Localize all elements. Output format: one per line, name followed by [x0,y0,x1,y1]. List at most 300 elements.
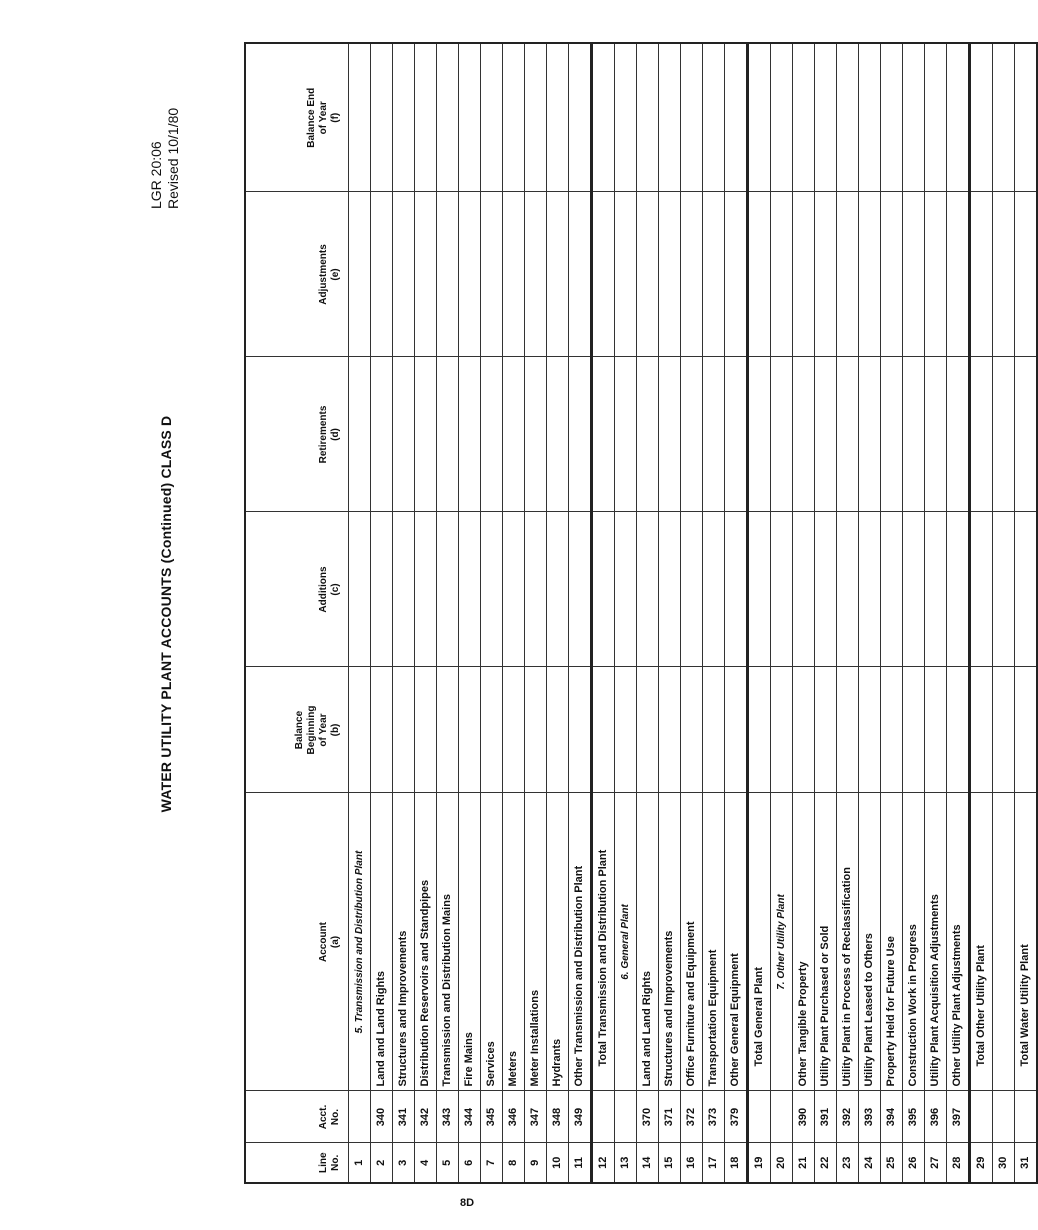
table-row [793,43,815,1183]
page-number: 8D [460,1197,475,1209]
table-row [970,43,993,1183]
retirements-cell[interactable] [371,357,393,512]
balance-begin-cell[interactable] [815,667,837,793]
table-row [415,43,437,1183]
retirements-cell[interactable] [459,357,481,512]
retirements-cell[interactable] [569,357,592,512]
line-number-cell: 12 [592,1143,615,1183]
line-number-cell: 17 [703,1143,725,1183]
account-name-cell: Total Other Utility Plant [970,793,993,1091]
adjustments-cell[interactable] [859,192,881,357]
adjustments-cell[interactable] [993,192,1015,357]
table-row [503,43,525,1183]
retirements-cell[interactable] [503,357,525,512]
table-row [771,43,793,1183]
table-row [1015,43,1038,1183]
account-name-cell: Structures and Improvements [393,793,415,1091]
plant-accounts-table [244,42,1038,1184]
balance-begin-cell[interactable] [615,667,637,793]
adjustments-cell[interactable] [947,192,970,357]
balance-begin-cell[interactable] [703,667,725,793]
adjustments-cell[interactable] [569,192,592,357]
adjustments-cell[interactable] [615,192,637,357]
acct-number-cell: 347 [525,1091,547,1143]
adjustments-cell[interactable] [837,192,859,357]
balance-begin-cell[interactable] [592,667,615,793]
additions-cell[interactable] [459,512,481,667]
balance-begin-cell[interactable] [349,667,371,793]
balance-end-cell[interactable] [415,43,437,192]
balance-end-cell[interactable] [771,43,793,192]
col-header-balance-end [245,43,349,192]
balance-end-cell[interactable] [837,43,859,192]
balance-begin-cell[interactable] [993,667,1015,793]
balance-begin-cell[interactable] [393,667,415,793]
line-number-cell: 8 [503,1143,525,1183]
additions-cell[interactable] [903,512,925,667]
acct-number-cell: 393 [859,1091,881,1143]
balance-end-cell[interactable] [881,43,903,192]
table-row [837,43,859,1183]
revised-date: Revised 10/1/80 [165,107,181,209]
balance-end-cell[interactable] [503,43,525,192]
adjustments-cell[interactable] [592,192,615,357]
balance-begin-cell[interactable] [659,667,681,793]
acct-number-cell: 395 [903,1091,925,1143]
header-row [245,43,349,1183]
adjustments-cell[interactable] [459,192,481,357]
retirements-cell[interactable] [881,357,903,512]
line-number-cell: 20 [771,1143,793,1183]
table-body [349,43,1038,1183]
line-number-cell: 21 [793,1143,815,1183]
line-number-cell: 5 [437,1143,459,1183]
line-number-cell: 1 [349,1143,371,1183]
balance-end-cell[interactable] [1015,43,1038,192]
col-header-text: No. [330,1154,341,1171]
line-number-cell: 6 [459,1143,481,1183]
retirements-cell[interactable] [415,357,437,512]
account-name-cell: Utility Plant in Process of Reclassification [837,793,859,1091]
line-number-cell: 23 [837,1143,859,1183]
balance-end-cell[interactable] [993,43,1015,192]
acct-number-cell: 344 [459,1091,481,1143]
table-row [993,43,1015,1183]
col-header-balance-begin [245,667,349,793]
additions-cell[interactable] [592,512,615,667]
acct-number-cell [592,1091,615,1143]
col-header-text: No. [330,1108,341,1126]
balance-end-cell[interactable] [459,43,481,192]
account-name-cell: 7. Other Utility Plant [771,793,793,1091]
retirements-cell[interactable] [437,357,459,512]
balance-begin-cell[interactable] [637,667,659,793]
acct-number-cell [970,1091,993,1143]
retirements-cell[interactable] [970,357,993,512]
balance-end-cell[interactable] [859,43,881,192]
additions-cell[interactable] [681,512,703,667]
retirements-cell[interactable] [925,357,947,512]
col-header-text: of Year [318,713,329,747]
adjustments-cell[interactable] [547,192,569,357]
col-header-text: Line [318,1152,329,1174]
adjustments-cell[interactable] [925,192,947,357]
balance-begin-cell[interactable] [725,667,748,793]
additions-cell[interactable] [525,512,547,667]
table-row [525,43,547,1183]
col-header-text: (c) [330,583,341,596]
rotated-form [140,44,1031,1184]
balance-begin-cell[interactable] [525,667,547,793]
col-header-text: Retirements [318,405,329,464]
adjustments-cell[interactable] [437,192,459,357]
line-number-cell: 13 [615,1143,637,1183]
acct-number-cell: 373 [703,1091,725,1143]
retirements-cell[interactable] [903,357,925,512]
adjustments-cell[interactable] [525,192,547,357]
adjustments-cell[interactable] [393,192,415,357]
table-row [547,43,569,1183]
acct-number-cell: 394 [881,1091,903,1143]
account-name-cell [993,793,1015,1091]
table-row [703,43,725,1183]
adjustments-cell[interactable] [349,192,371,357]
line-number-cell: 4 [415,1143,437,1183]
acct-number-cell: 370 [637,1091,659,1143]
account-name-cell: Meter Installations [525,793,547,1091]
col-header-text: (a) [330,935,341,949]
account-name-cell: 5. Transmission and Distribution Plant [349,793,371,1091]
form-page [140,44,1031,1184]
balance-begin-cell[interactable] [837,667,859,793]
acct-number-cell: 348 [547,1091,569,1143]
balance-end-cell[interactable] [725,43,748,192]
adjustments-cell[interactable] [903,192,925,357]
balance-begin-cell[interactable] [925,667,947,793]
line-number-cell: 11 [569,1143,592,1183]
line-number-cell: 18 [725,1143,748,1183]
additions-cell[interactable] [615,512,637,667]
account-name-cell: Structures and Improvements [659,793,681,1091]
acct-number-cell: 371 [659,1091,681,1143]
account-name-cell: Services [481,793,503,1091]
balance-end-cell[interactable] [592,43,615,192]
balance-end-cell[interactable] [681,43,703,192]
adjustments-cell[interactable] [659,192,681,357]
balance-end-cell[interactable] [703,43,725,192]
table-row [393,43,415,1183]
line-number-cell: 3 [393,1143,415,1183]
col-header-text: Balance End [306,87,317,148]
acct-number-cell: 392 [837,1091,859,1143]
account-name-cell: Utility Plant Leased to Others [859,793,881,1091]
account-name-cell: Other Tangible Property [793,793,815,1091]
acct-number-cell: 397 [947,1091,970,1143]
balance-begin-cell[interactable] [547,667,569,793]
adjustments-cell[interactable] [748,192,771,357]
balance-begin-cell[interactable] [748,667,771,793]
retirements-cell[interactable] [725,357,748,512]
acct-number-cell [748,1091,771,1143]
acct-number-cell: 379 [725,1091,748,1143]
balance-end-cell[interactable] [659,43,681,192]
account-name-cell: Fire Mains [459,793,481,1091]
table-row [481,43,503,1183]
additions-cell[interactable] [881,512,903,667]
additions-cell[interactable] [793,512,815,667]
line-number-cell: 14 [637,1143,659,1183]
account-name-cell: Construction Work in Progress [903,793,925,1091]
retirements-cell[interactable] [703,357,725,512]
adjustments-cell[interactable] [815,192,837,357]
adjustments-cell[interactable] [970,192,993,357]
additions-cell[interactable] [815,512,837,667]
additions-cell[interactable] [481,512,503,667]
adjustments-cell[interactable] [371,192,393,357]
adjustments-cell[interactable] [681,192,703,357]
retirements-cell[interactable] [615,357,637,512]
line-number-cell: 15 [659,1143,681,1183]
adjustments-cell[interactable] [725,192,748,357]
additions-cell[interactable] [703,512,725,667]
account-name-cell: Land and Land Rights [637,793,659,1091]
additions-cell[interactable] [437,512,459,667]
table-row [681,43,703,1183]
additions-cell[interactable] [993,512,1015,667]
balance-end-cell[interactable] [371,43,393,192]
table-row [615,43,637,1183]
col-header-text: Additions [318,566,329,613]
balance-begin-cell[interactable] [881,667,903,793]
balance-begin-cell[interactable] [371,667,393,793]
balance-begin-cell[interactable] [415,667,437,793]
account-name-cell: Transportation Equipment [703,793,725,1091]
col-header-additions [245,512,349,667]
acct-number-cell: 340 [371,1091,393,1143]
retirements-cell[interactable] [547,357,569,512]
acct-number-cell: 343 [437,1091,459,1143]
account-name-cell: Meters [503,793,525,1091]
col-header-text: Acct. [318,1104,329,1130]
acct-number-cell: 346 [503,1091,525,1143]
acct-number-cell [349,1091,371,1143]
table-row [569,43,592,1183]
balance-begin-cell[interactable] [970,667,993,793]
balance-end-cell[interactable] [970,43,993,192]
account-name-cell: Transmission and Distribution Mains [437,793,459,1091]
balance-end-cell[interactable] [437,43,459,192]
additions-cell[interactable] [659,512,681,667]
additions-cell[interactable] [547,512,569,667]
additions-cell[interactable] [970,512,993,667]
additions-cell[interactable] [393,512,415,667]
retirements-cell[interactable] [793,357,815,512]
balance-end-cell[interactable] [947,43,970,192]
balance-begin-cell[interactable] [1015,667,1038,793]
retirements-cell[interactable] [947,357,970,512]
account-name-cell: Utility Plant Purchased or Sold [815,793,837,1091]
retirements-cell[interactable] [525,357,547,512]
line-number-cell: 7 [481,1143,503,1183]
acct-number-cell [771,1091,793,1143]
account-name-cell: Other General Equipment [725,793,748,1091]
balance-end-cell[interactable] [815,43,837,192]
line-number-cell: 27 [925,1143,947,1183]
additions-cell[interactable] [925,512,947,667]
additions-cell[interactable] [349,512,371,667]
col-header-account [245,793,349,1091]
balance-end-cell[interactable] [481,43,503,192]
balance-end-cell[interactable] [547,43,569,192]
adjustments-cell[interactable] [415,192,437,357]
balance-end-cell[interactable] [615,43,637,192]
adjustments-cell[interactable] [771,192,793,357]
table-row [437,43,459,1183]
acct-number-cell: 341 [393,1091,415,1143]
balance-end-cell[interactable] [393,43,415,192]
adjustments-cell[interactable] [793,192,815,357]
col-header-text: Beginning [306,705,317,755]
col-header-text: Account [318,922,329,962]
line-number-cell: 24 [859,1143,881,1183]
retirements-cell[interactable] [771,357,793,512]
page-title: WATER UTILITY PLANT ACCOUNTS (Continued) CLASS D [158,415,174,813]
table-row [637,43,659,1183]
account-name-cell: Hydrants [547,793,569,1091]
table-row [815,43,837,1183]
balance-end-cell[interactable] [903,43,925,192]
acct-number-cell: 390 [793,1091,815,1143]
line-number-cell: 28 [947,1143,970,1183]
acct-number-cell [993,1091,1015,1143]
balance-begin-cell[interactable] [903,667,925,793]
balance-end-cell[interactable] [748,43,771,192]
line-number-cell: 2 [371,1143,393,1183]
account-name-cell: Office Furniture and Equipment [681,793,703,1091]
retirements-cell[interactable] [481,357,503,512]
balance-begin-cell[interactable] [793,667,815,793]
col-header-acct [245,1091,349,1143]
table-row [748,43,771,1183]
adjustments-cell[interactable] [881,192,903,357]
retirements-cell[interactable] [681,357,703,512]
balance-begin-cell[interactable] [859,667,881,793]
account-name-cell: Distribution Reservoirs and Standpipes [415,793,437,1091]
balance-begin-cell[interactable] [481,667,503,793]
acct-number-cell [1015,1091,1038,1143]
balance-end-cell[interactable] [349,43,371,192]
table-row [925,43,947,1183]
acct-number-cell: 391 [815,1091,837,1143]
retirements-cell[interactable] [637,357,659,512]
line-number-cell: 25 [881,1143,903,1183]
adjustments-cell[interactable] [637,192,659,357]
col-header-text: Balance [294,710,305,750]
acct-number-cell: 396 [925,1091,947,1143]
balance-begin-cell[interactable] [437,667,459,793]
col-header-text: of Year [318,101,329,135]
additions-cell[interactable] [748,512,771,667]
balance-end-cell[interactable] [525,43,547,192]
retirements-cell[interactable] [349,357,371,512]
account-name-cell: Property Held for Future Use [881,793,903,1091]
balance-end-cell[interactable] [925,43,947,192]
additions-cell[interactable] [725,512,748,667]
additions-cell[interactable] [771,512,793,667]
additions-cell[interactable] [1015,512,1038,667]
balance-begin-cell[interactable] [771,667,793,793]
retirements-cell[interactable] [659,357,681,512]
table-row [903,43,925,1183]
table-row [659,43,681,1183]
table-row [349,43,371,1183]
line-number-cell: 19 [748,1143,771,1183]
table-row [881,43,903,1183]
balance-begin-cell[interactable] [947,667,970,793]
additions-cell[interactable] [415,512,437,667]
additions-cell[interactable] [569,512,592,667]
retirements-cell[interactable] [837,357,859,512]
col-header-text: (f) [330,112,341,123]
balance-begin-cell[interactable] [503,667,525,793]
retirements-cell[interactable] [592,357,615,512]
line-number-cell: 16 [681,1143,703,1183]
retirements-cell[interactable] [815,357,837,512]
table-row [592,43,615,1183]
line-number-cell: 10 [547,1143,569,1183]
additions-cell[interactable] [503,512,525,667]
adjustments-cell[interactable] [481,192,503,357]
table-row [459,43,481,1183]
table-row [947,43,970,1183]
adjustments-cell[interactable] [703,192,725,357]
account-name-cell: Total Water Utility Plant [1015,793,1038,1091]
retirements-cell[interactable] [748,357,771,512]
acct-number-cell [615,1091,637,1143]
account-name-cell: 6. General Plant [615,793,637,1091]
balance-end-cell[interactable] [793,43,815,192]
balance-begin-cell[interactable] [569,667,592,793]
adjustments-cell[interactable] [1015,192,1038,357]
retirements-cell[interactable] [993,357,1015,512]
line-number-cell: 22 [815,1143,837,1183]
line-number-cell: 31 [1015,1143,1038,1183]
retirements-cell[interactable] [1015,357,1038,512]
retirements-cell[interactable] [859,357,881,512]
account-name-cell: Total Transmission and Distribution Plant [592,793,615,1091]
col-header-line [245,1143,349,1183]
account-name-cell: Other Utility Plant Adjustments [947,793,970,1091]
additions-cell[interactable] [637,512,659,667]
account-name-cell: Total General Plant [748,793,771,1091]
col-header-text: (e) [330,268,341,281]
additions-cell[interactable] [371,512,393,667]
additions-cell[interactable] [859,512,881,667]
balance-end-cell[interactable] [569,43,592,192]
form-id: LGR 20:06 [148,141,164,209]
balance-begin-cell[interactable] [459,667,481,793]
col-header-text: (d) [330,428,341,441]
additions-cell[interactable] [837,512,859,667]
additions-cell[interactable] [947,512,970,667]
acct-number-cell: 345 [481,1091,503,1143]
balance-begin-cell[interactable] [681,667,703,793]
col-header-text: Adjustments [318,244,329,305]
retirements-cell[interactable] [393,357,415,512]
line-number-cell: 30 [993,1143,1015,1183]
adjustments-cell[interactable] [503,192,525,357]
balance-end-cell[interactable] [637,43,659,192]
